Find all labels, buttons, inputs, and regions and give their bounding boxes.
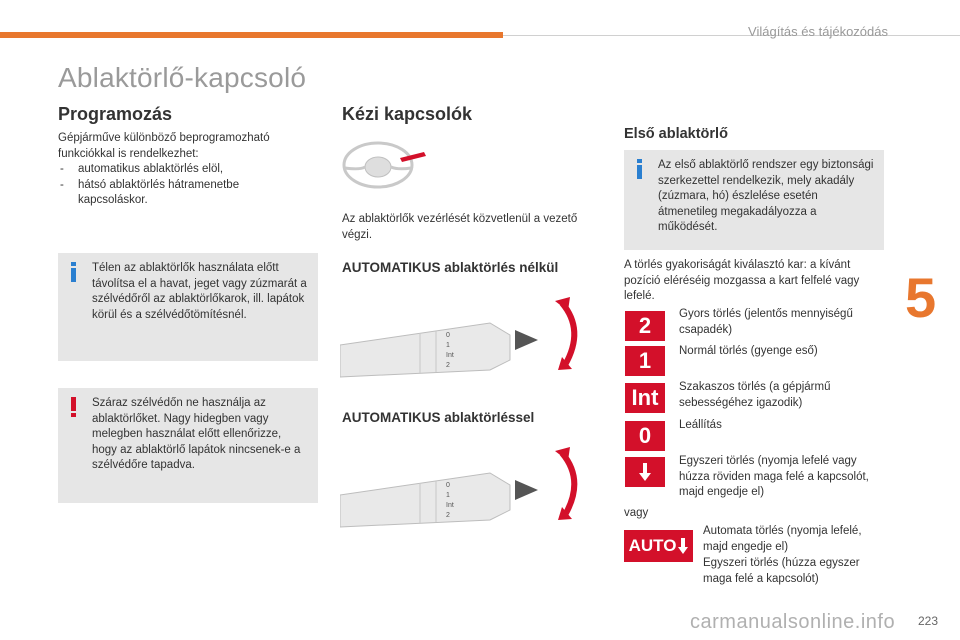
auto-off-heading: AUTOMATIKUS ablaktörlés nélkül: [342, 260, 559, 275]
manual-heading: Kézi kapcsolók: [342, 104, 473, 124]
info-box-winter: [58, 253, 318, 361]
position-badge-2: 2: [625, 311, 665, 341]
arrow-down-icon: [678, 537, 688, 555]
steering-wheel-illustration: [340, 140, 430, 190]
auto-badge: [624, 530, 693, 562]
arrow-down-icon: [639, 462, 651, 482]
chapter-number: 5: [905, 266, 937, 329]
programming-list: [58, 162, 278, 209]
or-label: vagy: [624, 507, 649, 519]
auto-on-heading: AUTOMATIKUS ablaktörléssel: [342, 410, 535, 425]
wiper-lever-illustration-1: [340, 295, 590, 390]
info-icon: [632, 158, 648, 180]
programming-heading: Programozás: [58, 104, 173, 124]
position-badge-1: 1: [625, 346, 665, 376]
warning-box: [58, 388, 318, 503]
page-title: Ablaktörlő-kapcsoló: [58, 62, 307, 93]
info-text: Télen az ablaktörlők használata előtt távolítsa el a havat, jeget vagy zúzmarát a szélvédőről az ablaktörlőkarok, ill. lapátok körül és a szélvédőtömítésnél.: [92, 262, 307, 321]
auto-text-2: Egyszeri törlés (húzza egyszer maga felé a kapcsolót): [703, 557, 860, 585]
auto-badge-label: AUTO: [628, 536, 677, 555]
lever-label: Int: [446, 502, 454, 509]
list-item: - hátsó ablaktörlés hátramenetbe kapcsoláskor.: [58, 178, 278, 209]
warning-text: Száraz szélvédőn ne használja az ablaktörlőket. Nagy hidegben vagy melegben használat előtt ellenőrizze, hogy az ablaktörlő lapátok nincsenek-e a szélvédőre tapadva.: [92, 397, 301, 471]
front-wiper-desc: A törlés gyakoriságát kiválasztó kar: a kívánt pozíció eléréséig mozgassa a kart felfelé vagy lefelé.: [624, 259, 860, 302]
auto-text-1: Automata törlés (nyomja lefelé, majd engedje el): [703, 525, 862, 553]
manual-desc: Az ablaktörlők vezérlését közvetlenül a vezető végzi.: [342, 213, 578, 241]
info-box-front-wiper: [624, 150, 884, 250]
position-text: Gyors törlés (jelentős mennyiségű csapadék): [679, 308, 853, 336]
position-text: Szakaszos törlés (a gépjármű sebességéhez igazodik): [679, 381, 831, 409]
header-accent-bar: [0, 32, 503, 38]
header-rule: [503, 35, 960, 36]
position-badge-int: Int: [625, 383, 665, 413]
programming-intro: Gépjárműve különböző beprogramozható funkciókkal is rendelkezhet:: [58, 132, 270, 160]
list-item: - automatikus ablaktörlés elöl,: [58, 162, 278, 178]
warning-icon: [66, 396, 82, 418]
lever-label: 0: [446, 332, 450, 339]
lever-label: 0: [446, 482, 450, 489]
position-text: Normál törlés (gyenge eső): [679, 345, 818, 357]
position-badge-0: 0: [625, 421, 665, 451]
single-wipe-badge: [625, 457, 665, 487]
lever-label: 1: [446, 342, 450, 349]
lever-label: Int: [446, 352, 454, 359]
lever-label: 1: [446, 492, 450, 499]
info-text: Az első ablaktörlő rendszer egy biztonsági szerkezettel rendelkezik, mely akadály (zúzmara, hó) észlelése esetén átmenetileg megakadályozza a működését.: [658, 159, 874, 233]
position-text: Egyszeri törlés (nyomja lefelé vagy húzza röviden maga felé a kapcsolót, majd engedje el): [679, 455, 869, 498]
section-title: Világítás és tájékozódás: [748, 24, 888, 39]
front-wiper-heading: Első ablaktörlő: [624, 126, 728, 142]
wiper-lever-illustration-2: [340, 445, 590, 540]
watermark: carmanualsonline.info: [690, 611, 896, 633]
position-text: Leállítás: [679, 419, 722, 431]
page-number: 223: [917, 614, 938, 628]
lever-label: 2: [446, 512, 450, 519]
info-icon: [66, 261, 82, 283]
lever-label: 2: [446, 362, 450, 369]
